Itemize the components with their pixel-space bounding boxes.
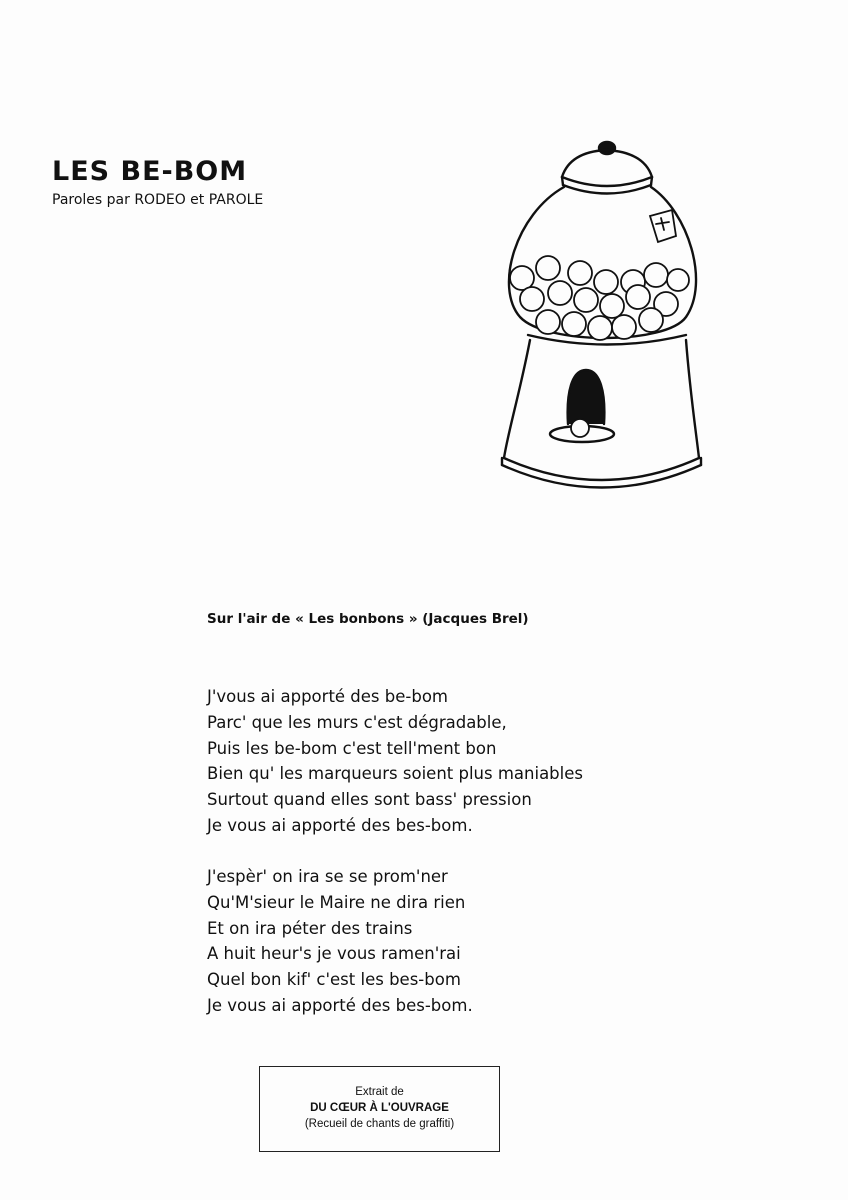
lyrics-stanza-2 (207, 864, 473, 1019)
lyric-line: A huit heur's je vous ramen'rai (207, 944, 461, 964)
credit-book-description: (Recueil de chants de graffiti) (304, 1118, 455, 1130)
source-credit-box (259, 1066, 500, 1152)
credit-book-title: DU CŒUR À L'OUVRAGE (310, 1102, 449, 1114)
gumball-machine-illustration (488, 132, 718, 504)
lyric-line: J'vous ai apporté des be-bom (207, 687, 448, 706)
song-author: Paroles par RODEO et PAROLE (52, 192, 264, 208)
credit-intro: Extrait de (355, 1086, 404, 1098)
lyric-line: Surtout quand elles sont bass' pression (207, 790, 532, 810)
lyric-line: Quel bon kif' c'est les bes-bom (207, 970, 461, 990)
song-title: LES BE-BOM (52, 156, 248, 187)
lyric-line: Parc' que les murs c'est dégradable, (207, 712, 507, 732)
lyric-line: Puis les be-bom c'est tell'ment bon (207, 738, 497, 758)
lyric-line: Je vous ai apporté des bes-bom. (207, 995, 473, 1015)
lyric-line: J'espèr' on ira se se prom'ner (207, 867, 448, 886)
lyric-line: Qu'M'sieur le Maire ne dira rien (207, 892, 466, 912)
lyric-line: Et on ira péter des trains (207, 918, 413, 938)
lyrics-stanza-1 (207, 684, 583, 839)
lyric-line: Bien qu' les marqueurs soient plus maniables (207, 764, 583, 784)
tune-reference: Sur l'air de « Les bonbons » (Jacques Brel) (207, 611, 529, 627)
lyric-line: Je vous ai apporté des bes-bom. (207, 815, 473, 835)
